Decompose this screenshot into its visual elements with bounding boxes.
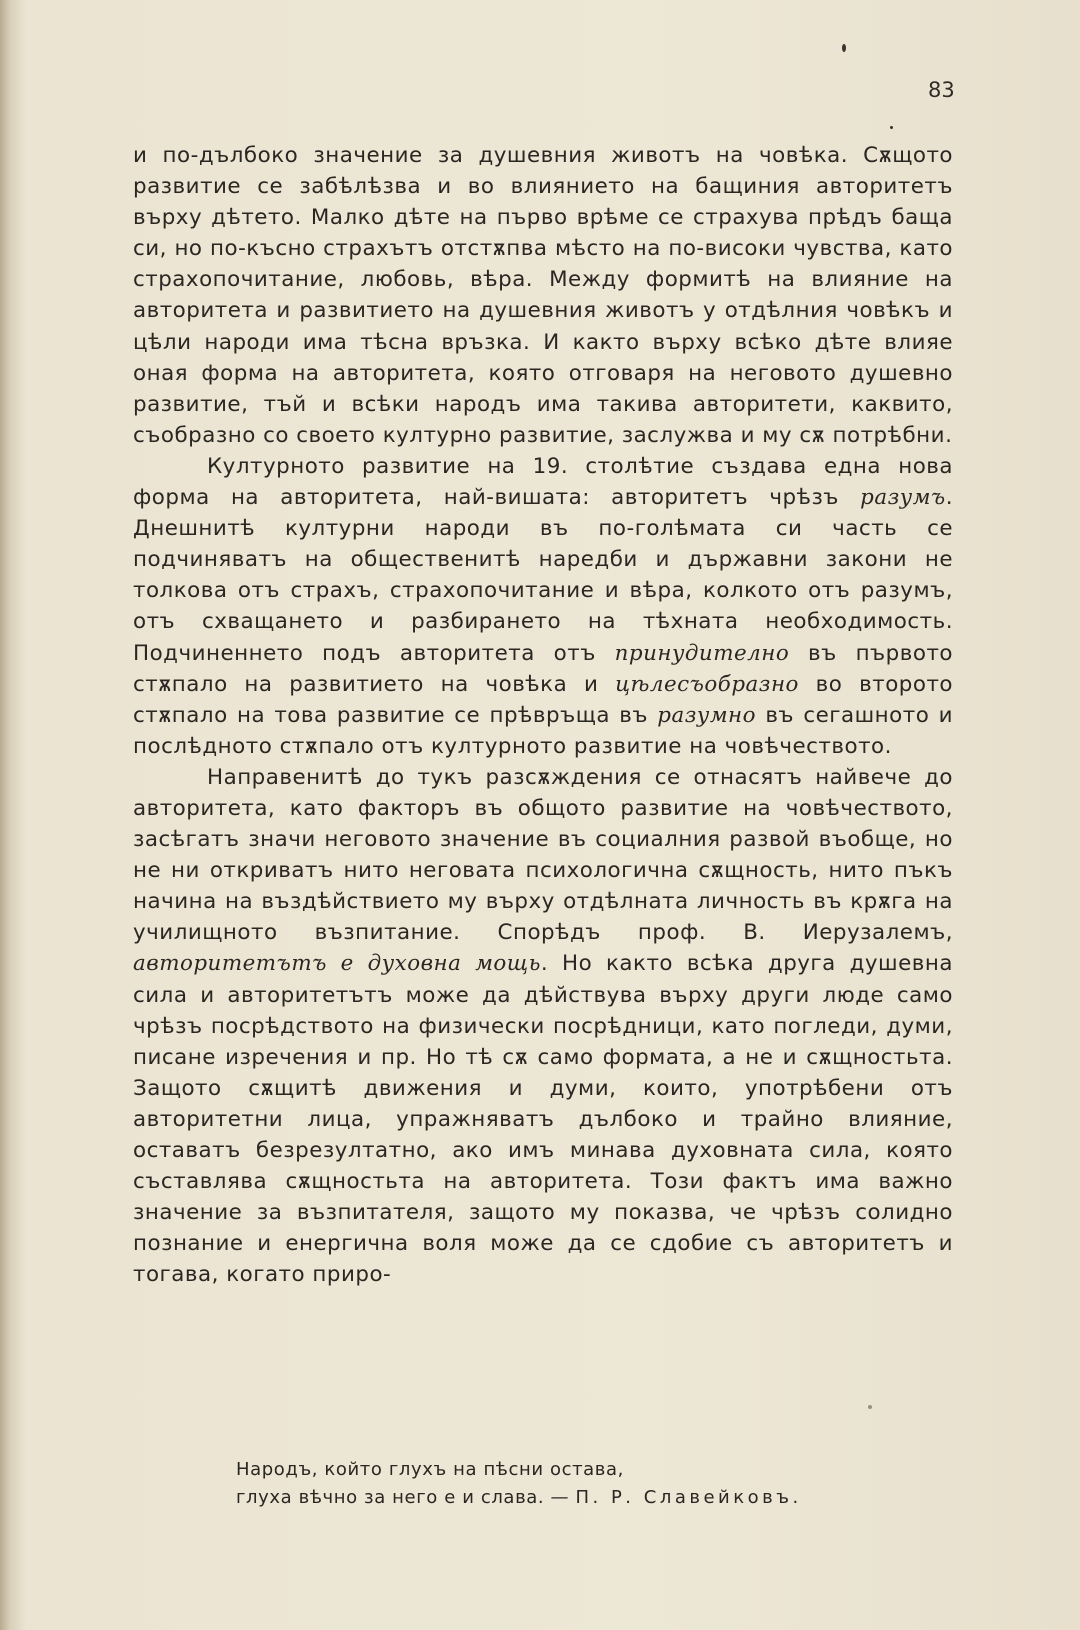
print-speck [842, 44, 846, 52]
quote-author: П. Р. Славейковъ. [575, 1487, 802, 1508]
paragraph-2-text-2: . Днешнитѣ културни народи въ по-голѣмата си часть се подчиняватъ на общественитѣ наредби и държавни закони не толкова отъ страхъ, страхопочитание и вѣра, колкото отъ разумъ, отъ схващането и разбирането на тѣхната необходимость. Подчиненнето подъ авторитета отъ [133, 485, 953, 666]
page-number: 83 [928, 78, 955, 102]
paragraph-2-text-4: во второто стѫпало на това развитие се прѣвръща въ [133, 671, 953, 728]
paragraph-3 [133, 762, 953, 1291]
main-text [133, 140, 953, 1290]
print-speck [890, 126, 893, 129]
paragraph-2-text-1: Културното развитие на 19. столѣтие създава една нова форма на авторитета, най-вишата: авторитетъ чрѣзъ [133, 453, 953, 511]
paragraph-3-text-1: Направенитѣ до тукъ разсѫждения се отнасятъ найвече до авторитета, като факторъ въ общото развитие на човѣчеството, засѣгатъ значи неговото значение въ социалния развой въобще, но не ни откриватъ нито неговата психологична сѫщность, нито пъкъ начина на въздѣйствието му върху отдѣлната личность въ крѫга на училищното възпитание. Спорѣдъ проф. В. Иерузалемъ, [133, 764, 953, 946]
paragraph-1-text: и по-дълбоко значение за душевния животъ на човѣка. Сѫщото развитие се забѣлѣзва и во влиянието на бащиния авторитетъ върху дѣтето. Малко дѣте на първо врѣме се страхува прѣдъ баща си, но по-късно страхътъ отстѫпва мѣсто на по-високи чувства, като страхопочитание, любовь, вѣра. Между формитѣ на влияние на авторитета и развитието на душевния животъ у отдѣлния човѣкъ и цѣли народи има тѣсна връзка. И както върху всѣко дѣте влияе оная форма на авторитета, която отговаря на неговото душевно развитие, тъй и всѣки народъ има такива авторитети, каквито, съобразно со своето културно развитие, заслужва и му сѫ потрѣбни. [133, 143, 953, 448]
paragraph-2 [133, 451, 953, 762]
paragraph-1 [133, 140, 953, 451]
emphasis-compulsory: принудително [614, 640, 790, 666]
print-speck [868, 1405, 872, 1409]
emphasis-reason: разумъ [860, 485, 946, 511]
footer-quote [236, 1456, 956, 1512]
quote-line-1: Народъ, който глухъ на пѣсни остава, [236, 1459, 624, 1480]
paragraph-2-text-3: въ първото стѫпало на развитието на човѣка и [133, 640, 953, 697]
emphasis-purposeful: цѣлесъобразно [615, 671, 799, 697]
paragraph-2-text-5: въ сегашното и послѣдното стѫпало отъ културното развитие на човѣчеството. [133, 702, 953, 759]
emphasis-rational: разумно [657, 702, 757, 728]
quote-line-2 [236, 1484, 956, 1512]
quote-line-2-text: глуха вѣчно за него е и слава. — [236, 1487, 576, 1508]
emphasis-spiritual-power: авторитетътъ е духовна мощь [133, 951, 541, 977]
paragraph-3-text-2: . Но както всѣка друга душевна сила и авторитетътъ може да дѣйствува върху други люде само чрѣзъ посрѣдството на физически посрѣдници, като погледи, думи, писане изречения и пр. Но тѣ сѫ само формата, а не и сѫщностьта. Защото сѫщитѣ движения и думи, които, употрѣбени отъ авторитетни лица, упражняватъ дълбоко и трайно влияние, оставатъ безрезултатно, ако имъ минава духовната сила, която съставлява сѫщностьта на авторитета. Този фактъ има важно значение за възпитателя, защото му показва, че чрѣзъ солидно познание и енергична воля може да се сдобие съ авторитетъ и тогава, когато приро- [133, 951, 953, 1288]
